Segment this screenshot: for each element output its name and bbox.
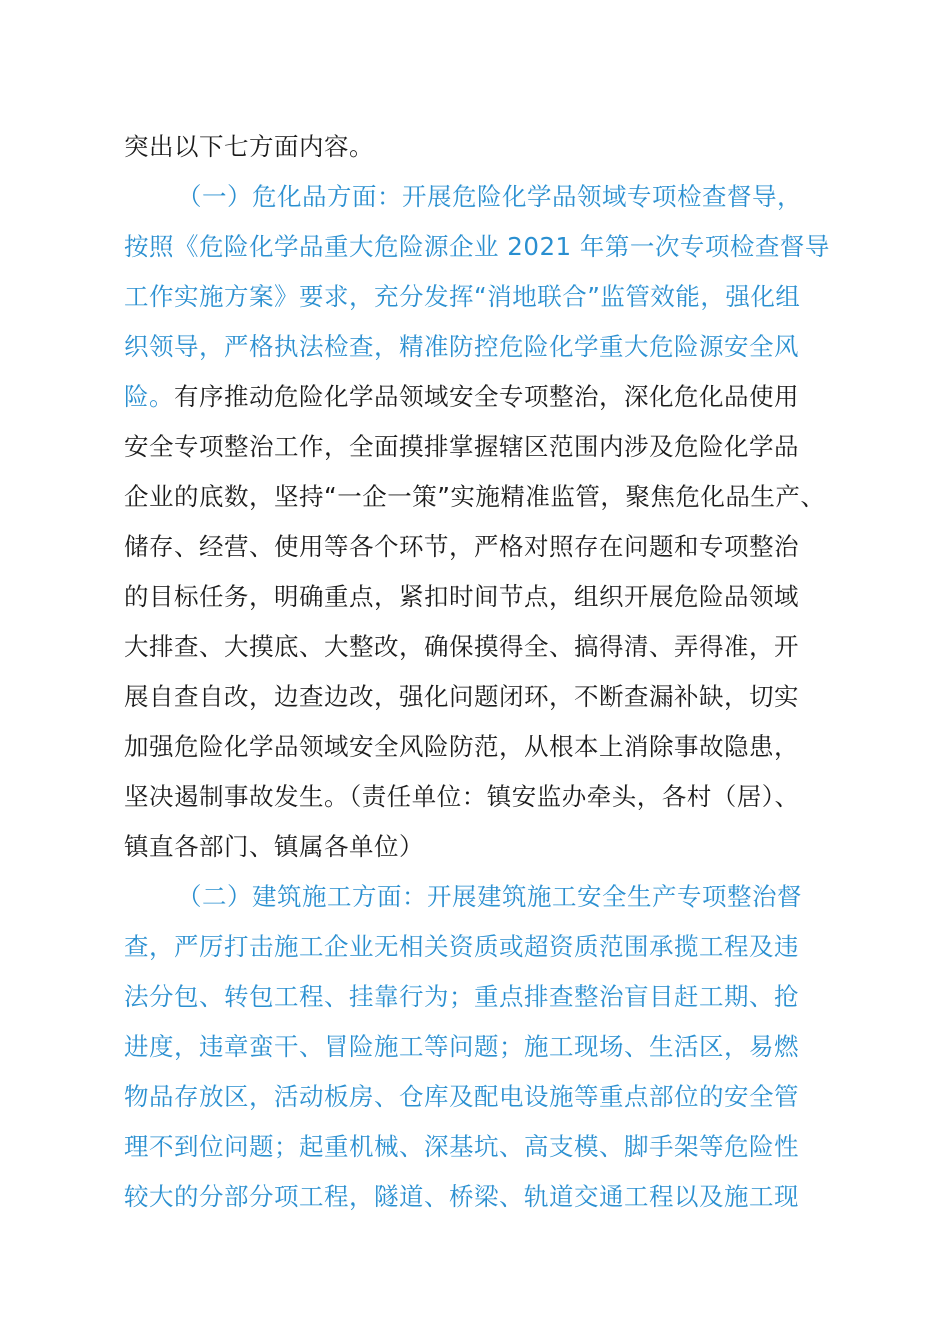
text-line: 工作实施方案》要求，充分发挥“消地联合”监管效能，强化组: [124, 282, 801, 311]
text-line: 储存、经营、使用等各个环节，严格对照存在问题和专项整治: [124, 532, 799, 561]
text-line: 展自查自改，边查边改，强化问题闭环，不断查漏补缺，切实: [124, 682, 799, 711]
text-line: （一）危化品方面：开展危险化学品领域专项检查督导，: [177, 182, 802, 211]
text-line: 织领导，严格执法检查，精准防控危险化学重大危险源安全风: [124, 332, 799, 361]
text-line: 物品存放区，活动板房、仓库及配电设施等重点部位的安全管: [124, 1082, 799, 1111]
text-line: 企业的底数，坚持“一企一策”实施精准监管，聚焦危化品生产、: [124, 482, 826, 511]
text-line: 坚决遏制事故发生。（责任单位：镇安监办牵头，各村（居）、: [124, 782, 800, 811]
text-line: 险。有序推动危险化学品领域安全专项整治，深化危化品使用: [124, 382, 799, 411]
text-line: 理不到位问题；起重机械、深基坑、高支模、脚手架等危险性: [124, 1132, 799, 1161]
text-line: 大排查、大摸底、大整改，确保摸得全、搞得清、弄得准，开: [124, 632, 799, 661]
text-line: 的目标任务，明确重点，紧扣时间节点，组织开展危险品领域: [124, 582, 799, 611]
text-line: 法分包、转包工程、挂靠行为；重点排查整治盲目赶工期、抢: [124, 982, 799, 1011]
text-line: 查，严厉打击施工企业无相关资质或超资质范围承揽工程及违: [124, 932, 799, 961]
text-line: 突出以下七方面内容。: [124, 132, 374, 161]
text-line: 较大的分部分项工程，隧道、桥梁、轨道交通工程以及施工现: [124, 1182, 799, 1211]
text-line: （二）建筑施工方面：开展建筑施工安全生产专项整治督: [177, 882, 802, 911]
text-line: 进度，违章蛮干、冒险施工等问题；施工现场、生活区，易燃: [124, 1032, 799, 1061]
text-line: 按照《危险化学品重大危险源企业 2021 年第一次专项检查督导: [124, 232, 830, 261]
text-line: 镇直各部门、镇属各单位）: [124, 832, 424, 861]
text-line: 加强危险化学品领域安全风险防范，从根本上消除事故隐患，: [124, 732, 799, 761]
text-line: 安全专项整治工作，全面摸排掌握辖区范围内涉及危险化学品: [124, 432, 799, 461]
